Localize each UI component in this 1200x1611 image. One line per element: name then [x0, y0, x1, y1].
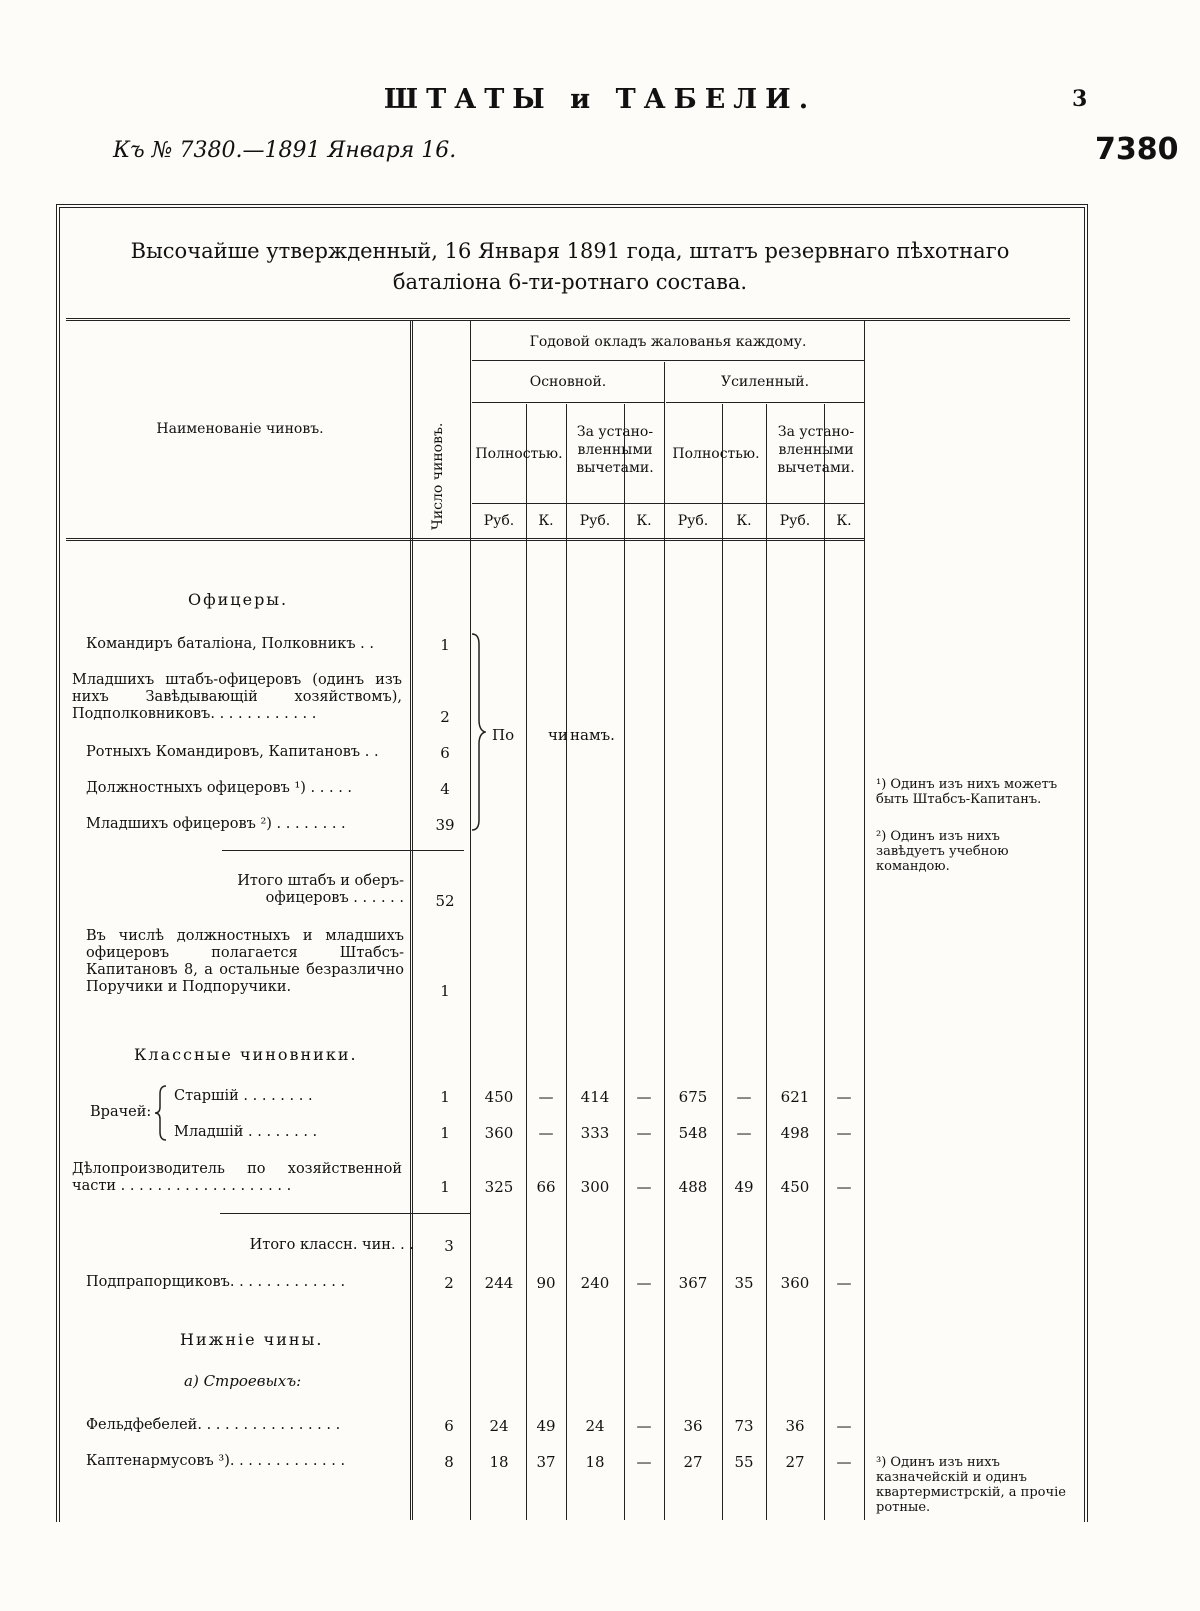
- salary-cell: 36: [785, 1417, 805, 1435]
- col-rule-3: [624, 404, 625, 1520]
- footnote-3: ³) Одинъ изъ нихъ казначейскій и одинъ квартермистрскій, а прочіе ротные.: [876, 1455, 1066, 1515]
- row-count: 8: [444, 1453, 454, 1471]
- row-count: 2: [444, 1274, 454, 1292]
- salary-cell: 367: [678, 1274, 708, 1292]
- salary-cell: —: [836, 1124, 852, 1142]
- salary-cell: —: [636, 1453, 652, 1471]
- header-enhanced-full: Полностью.: [672, 446, 760, 462]
- row-count: 3: [444, 1237, 454, 1255]
- header-rub-3: Руб.: [677, 513, 709, 529]
- salary-cell: 35: [734, 1274, 754, 1292]
- row-count: 1: [440, 636, 450, 654]
- row-name: Дѣлопроизводитель по хозяйственной части . . . . . . . . . . . . . . . . . . .: [72, 1161, 402, 1194]
- col-rule-name: [410, 320, 413, 1520]
- salary-group-rule: [472, 360, 864, 361]
- header-name: Наименованіе чиновъ.: [156, 421, 324, 437]
- header-basic-full: Полностью.: [475, 446, 563, 462]
- salary-cell: —: [836, 1088, 852, 1106]
- header-basic-deducted: За устано-вленными вычетами.: [576, 424, 654, 476]
- salary-cell: 414: [580, 1088, 610, 1106]
- salary-cell: 450: [780, 1178, 810, 1196]
- row-name: Должностныхъ офицеровъ ¹) . . . . .: [86, 780, 353, 796]
- section-lower-ranks: Нижніе чины.: [180, 1330, 324, 1349]
- salary-cell: —: [636, 1088, 652, 1106]
- row-count: 1: [440, 1178, 450, 1196]
- running-head: ШТАТЫ и ТАБЕЛИ.: [383, 84, 817, 115]
- doctors-label: Врачей:: [90, 1104, 152, 1120]
- salary-cell: —: [636, 1124, 652, 1142]
- salary-cell: 244: [484, 1274, 514, 1292]
- brace-icon: [154, 1084, 168, 1142]
- reference-line: Къ № 7380.—1891 Января 16.: [113, 138, 457, 163]
- row-count: 2: [440, 708, 450, 726]
- header-salary-group: Годовой окладъ жалованья каждому.: [529, 334, 807, 350]
- row-name: Въ числѣ должностныхъ и младшихъ офицеровъ полагается Штабсъ-Капитановъ 8, а остальные безразлично Поручики и Подпоручики.: [86, 928, 404, 995]
- document-title: Высочайше утвержденный, 16 Января 1891 года, штатъ резервнаго пѣхотнаго баталіона 6-ти-ротнаго состава.: [130, 239, 1010, 294]
- col-rule-6: [766, 404, 767, 1520]
- header-kop-1: К.: [538, 513, 554, 529]
- col-rule-notes: [864, 320, 865, 1520]
- salary-cell: 325: [484, 1178, 514, 1196]
- salary-cell: —: [636, 1417, 652, 1435]
- row-name: Фельдфебелей. . . . . . . . . . . . . . . .: [86, 1417, 341, 1433]
- salary-cell: 488: [678, 1178, 708, 1196]
- row-name: Командиръ баталіона, Полковникъ . .: [86, 636, 374, 652]
- salary-cell: 24: [489, 1417, 509, 1435]
- header-rub-4: Руб.: [779, 513, 811, 529]
- col-rule-5: [722, 404, 723, 1520]
- row-name: Каптенармусовъ ³). . . . . . . . . . . . .: [86, 1453, 346, 1469]
- row-count: 6: [444, 1417, 454, 1435]
- officers-total-rule: [222, 850, 464, 851]
- section-officials: Классные чиновники.: [134, 1045, 358, 1064]
- basic-rule: [472, 402, 664, 403]
- row-name: Старшій . . . . . . . .: [174, 1088, 313, 1104]
- salary-cell: —: [836, 1178, 852, 1196]
- salary-cell: 548: [678, 1124, 708, 1142]
- row-count: 52: [435, 892, 455, 910]
- salary-cell: 450: [484, 1088, 514, 1106]
- row-count: 39: [435, 816, 455, 834]
- salary-cell: 66: [536, 1178, 556, 1196]
- row-count: 4: [440, 780, 450, 798]
- salary-cell: —: [538, 1088, 554, 1106]
- row-name: Младшій . . . . . . . .: [174, 1124, 318, 1140]
- header-enhanced-deducted: За устано-вленными вычетами.: [777, 424, 855, 476]
- enhanced-rule: [666, 402, 864, 403]
- header-rub-1: Руб.: [483, 513, 515, 529]
- salary-cell: —: [636, 1274, 652, 1292]
- section-combatant: а) Строевыхъ:: [184, 1372, 302, 1390]
- salary-cell: 24: [585, 1417, 605, 1435]
- salary-cell: —: [836, 1274, 852, 1292]
- header-basic: Основной.: [529, 374, 607, 390]
- salary-cell: 37: [536, 1453, 556, 1471]
- header-bottom-rule: [66, 538, 864, 541]
- salary-cell: 49: [734, 1178, 754, 1196]
- footnote-1: ¹) Одинъ изъ нихъ можетъ быть Штабсъ-Капитанъ.: [876, 777, 1058, 807]
- salary-cell: 240: [580, 1274, 610, 1292]
- po-chinam-b: чи: [548, 726, 568, 744]
- title-rule: [66, 318, 1070, 321]
- row-name: Младшихъ офицеровъ ²) . . . . . . . .: [86, 816, 346, 832]
- brace-icon: [470, 632, 486, 832]
- salary-cell: 27: [683, 1453, 703, 1471]
- row-count: 6: [440, 744, 450, 762]
- salary-cell: 360: [484, 1124, 514, 1142]
- row-count: 1: [440, 982, 450, 1000]
- col-rule-4: [664, 362, 665, 1520]
- row-name: Младшихъ штабъ-офицеровъ (одинъ изъ нихъ Завѣдывающій хозяйствомъ), Подполковниковъ. . . . . . . . . . . .: [72, 672, 402, 722]
- footnote-2: ²) Одинъ изъ нихъ завѣдуетъ учебною командою.: [876, 829, 1009, 874]
- col-rule-count: [470, 320, 471, 1520]
- salary-cell: —: [836, 1417, 852, 1435]
- salary-cell: 333: [580, 1124, 610, 1142]
- header-kop-3: К.: [736, 513, 752, 529]
- page-number: 3: [1072, 86, 1088, 112]
- row-name: Подпрапорщиковъ. . . . . . . . . . . . .: [86, 1274, 346, 1290]
- salary-cell: 675: [678, 1088, 708, 1106]
- salary-cell: 49: [536, 1417, 556, 1435]
- header-enhanced: Усиленный.: [720, 374, 810, 390]
- salary-cell: 27: [785, 1453, 805, 1471]
- salary-cell: 498: [780, 1124, 810, 1142]
- salary-cell: —: [736, 1124, 752, 1142]
- section-officers: Офицеры.: [188, 590, 289, 609]
- col-rule-2: [566, 404, 567, 1520]
- row-count: 1: [440, 1124, 450, 1142]
- salary-cell: —: [736, 1088, 752, 1106]
- salary-cell: —: [538, 1124, 554, 1142]
- unit-rule: [472, 503, 864, 504]
- salary-cell: —: [836, 1453, 852, 1471]
- col-rule-1: [526, 404, 527, 1520]
- salary-cell: 621: [780, 1088, 810, 1106]
- row-count: 1: [440, 1088, 450, 1106]
- row-name: Итого штабъ и оберъ-офицеровъ . . . . . .: [237, 873, 404, 906]
- header-kop-4: К.: [836, 513, 852, 529]
- salary-cell: 55: [734, 1453, 754, 1471]
- salary-cell: 90: [536, 1274, 556, 1292]
- col-rule-7: [824, 404, 825, 1520]
- officials-total-rule: [220, 1213, 470, 1214]
- header-kop-2: К.: [636, 513, 652, 529]
- po-chinam-c: намъ.: [570, 726, 615, 744]
- document-number: 7380: [1095, 132, 1179, 167]
- row-name: Ротныхъ Командировъ, Капитановъ . .: [86, 744, 379, 760]
- salary-cell: 18: [585, 1453, 605, 1471]
- salary-cell: 36: [683, 1417, 703, 1435]
- row-name: Итого классн. чин. . .: [249, 1237, 414, 1253]
- header-rub-2: Руб.: [579, 513, 611, 529]
- salary-cell: —: [636, 1178, 652, 1196]
- salary-cell: 73: [734, 1417, 754, 1435]
- header-count: Число чиновъ.: [430, 422, 446, 530]
- po-chinam-a: По: [492, 726, 515, 744]
- salary-cell: 300: [580, 1178, 610, 1196]
- salary-cell: 360: [780, 1274, 810, 1292]
- salary-cell: 18: [489, 1453, 509, 1471]
